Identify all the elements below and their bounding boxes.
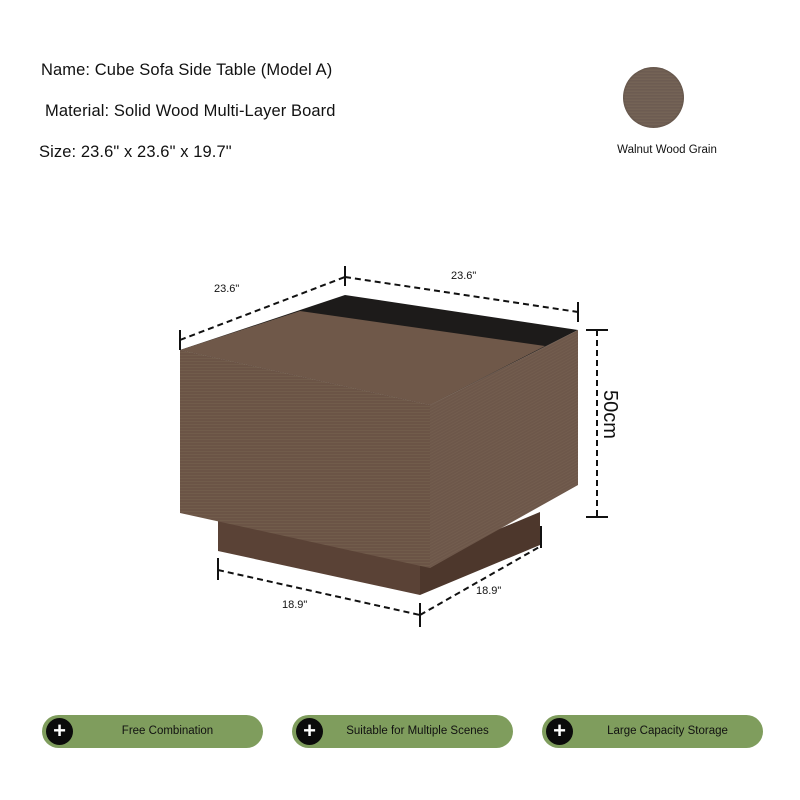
product-name: Name: Cube Sofa Side Table (Model A)	[41, 61, 333, 79]
feature-label: Suitable for Multiple Scenes	[346, 725, 489, 737]
product-material: Material: Solid Wood Multi-Layer Board	[45, 102, 336, 120]
feature-label: Large Capacity Storage	[607, 725, 728, 737]
feature-large-storage[interactable]	[542, 715, 763, 748]
plus-icon: +	[546, 718, 573, 745]
height-label: 50cm	[599, 390, 621, 439]
top-depth-label: 23.6"	[214, 283, 240, 295]
top-width-label: 23.6"	[451, 270, 477, 282]
feature-free-combination[interactable]	[42, 715, 263, 748]
plus-icon: +	[46, 718, 73, 745]
product-size: Size: 23.6" x 23.6" x 19.7"	[39, 143, 232, 161]
plus-icon: +	[296, 718, 323, 745]
base-depth-label: 18.9"	[476, 585, 502, 597]
feature-label: Free Combination	[121, 725, 214, 737]
base-width-label: 18.9"	[282, 599, 308, 611]
feature-multiple-scenes[interactable]	[292, 715, 513, 748]
color-swatch-label: Walnut Wood Grain	[617, 144, 717, 156]
